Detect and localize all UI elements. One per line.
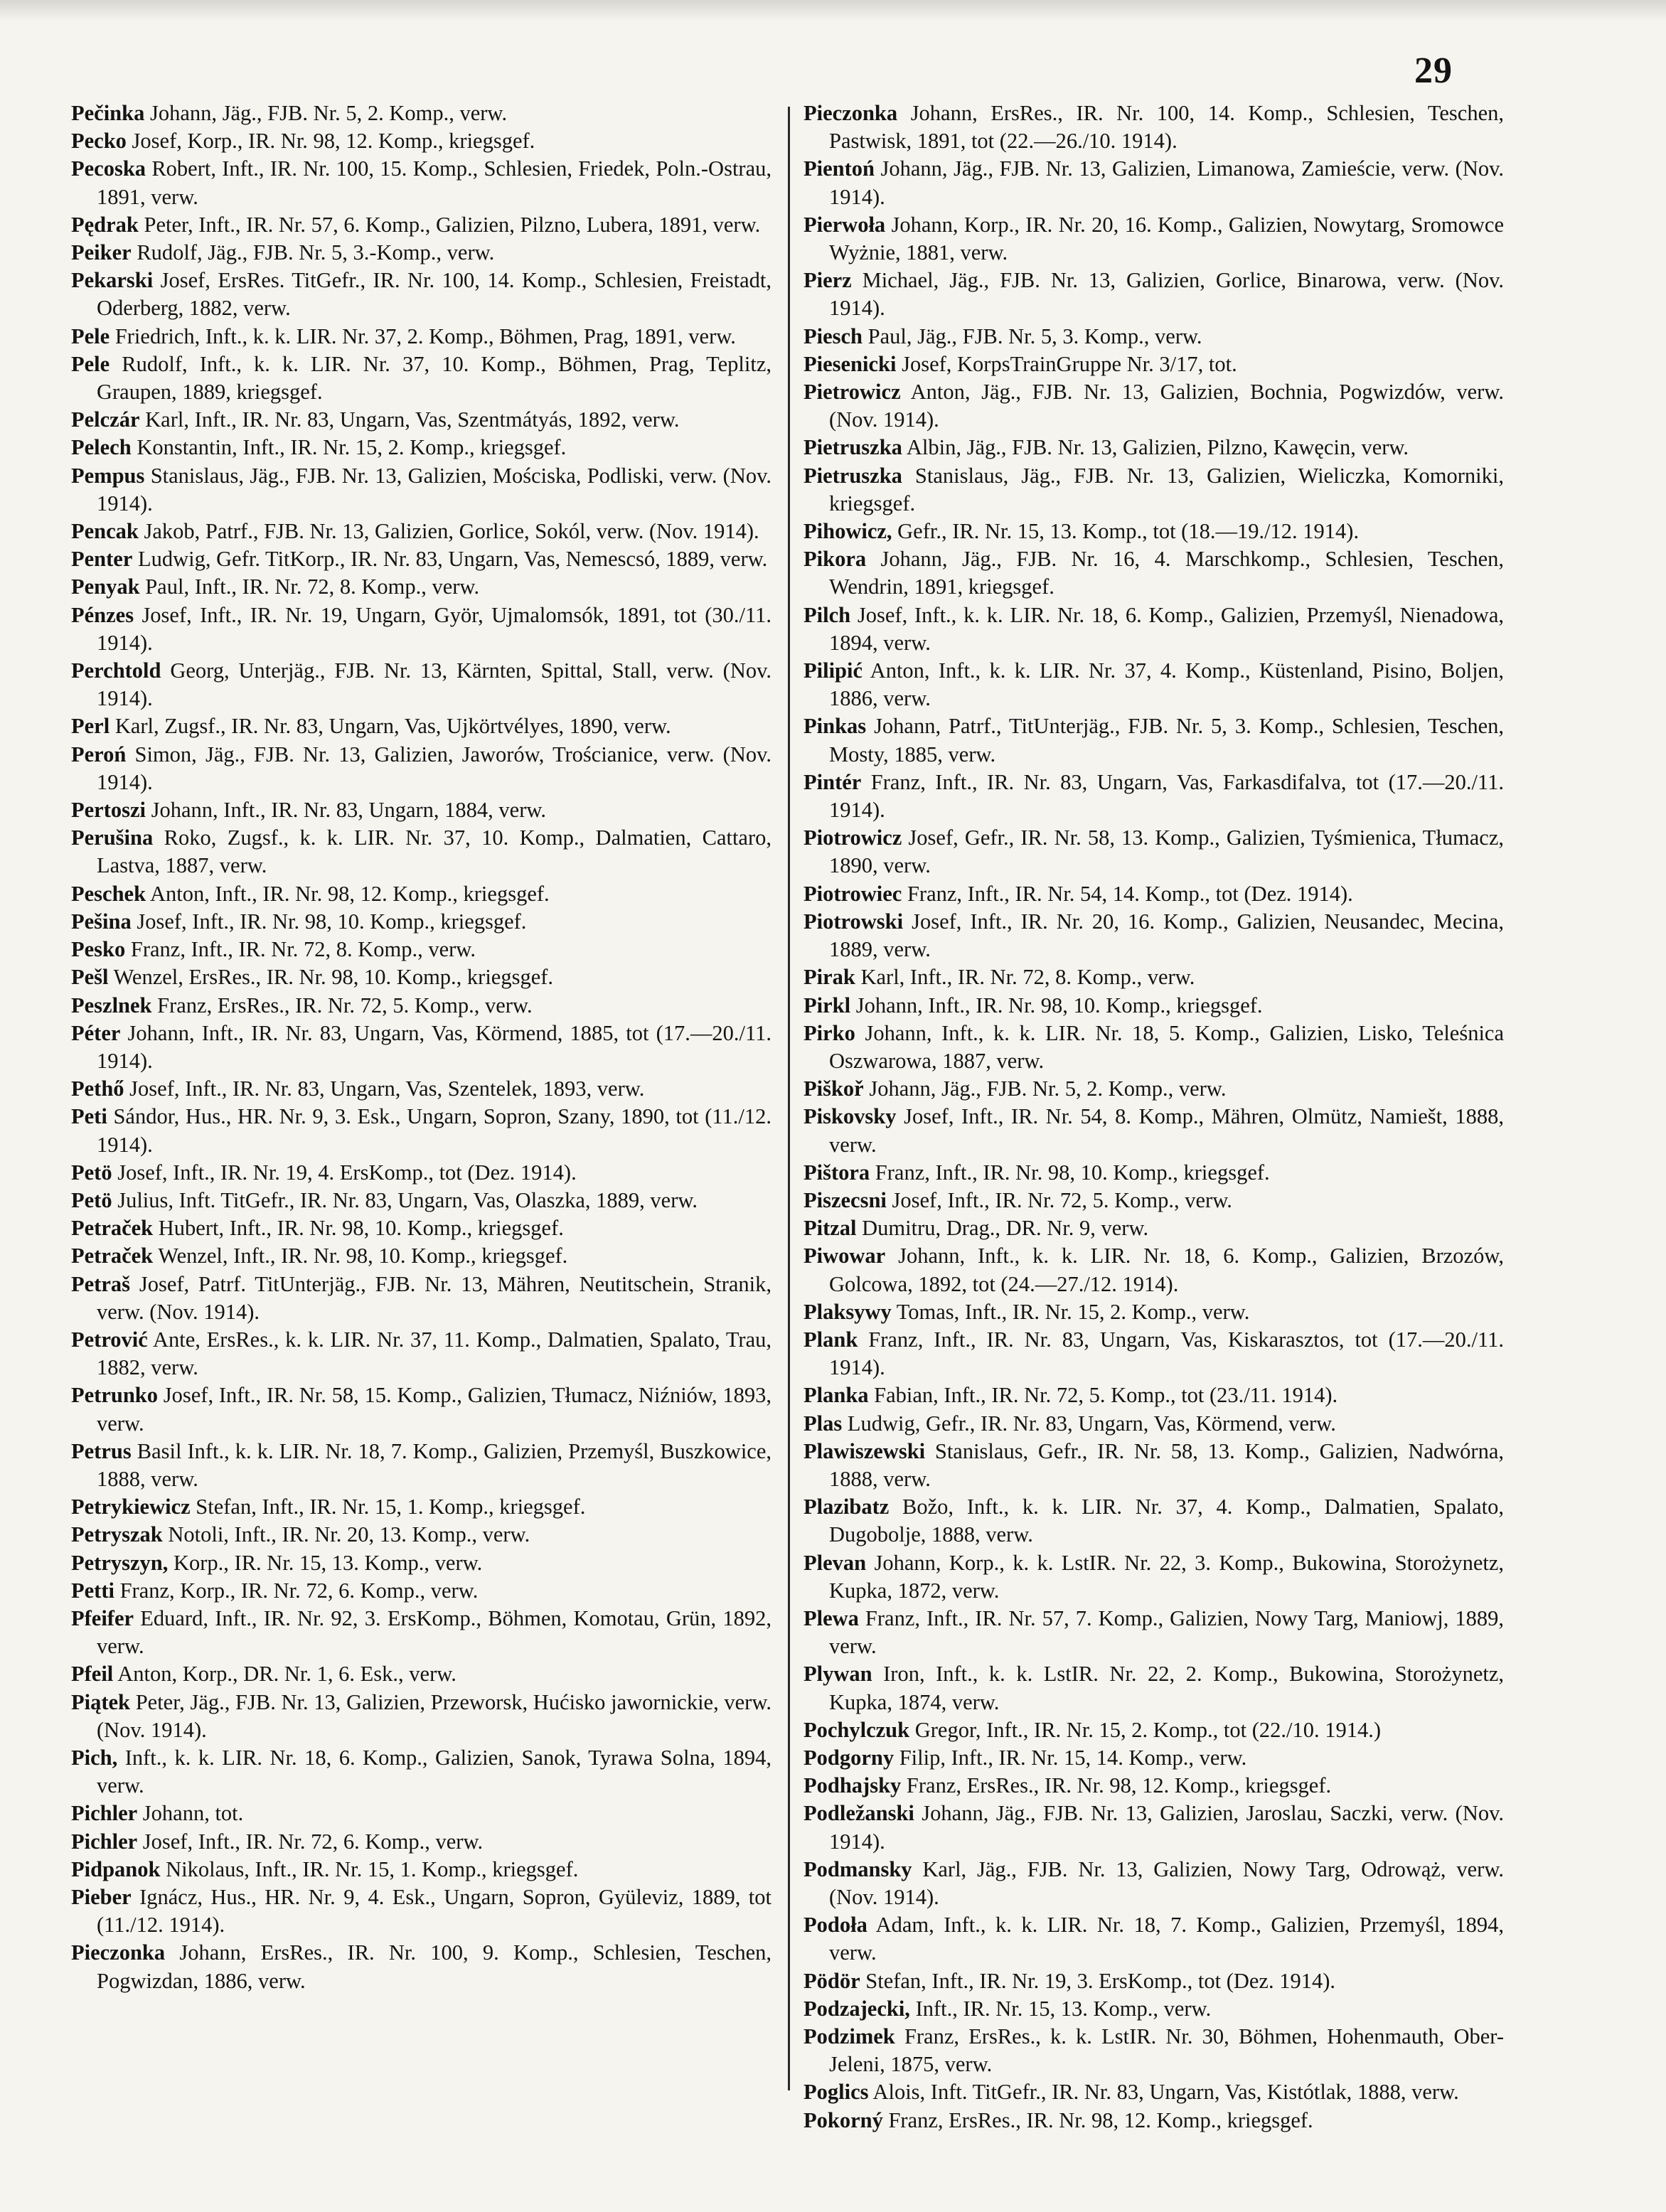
entry-surname: Pešl [71, 965, 109, 990]
register-entry [803, 267, 1504, 322]
entry-details: Franz, Inft., IR. Nr. 57, 7. Komp., Galizien, Nowy Targ, Maniowj, 1889, verw. [829, 1605, 1504, 1659]
entry-surname: Pietruszka [803, 463, 902, 488]
entry-details: Ludwig, Gefr., IR. Nr. 83, Ungarn, Vas, Körmend, verw. [842, 1411, 1336, 1436]
entry-details: Johann, Inft., k. k. LIR. Nr. 18, 5. Komp., Galizien, Lisko, Teleśnica Oszwarowa, 1887, verw. [829, 1020, 1504, 1073]
register-entry [71, 211, 771, 239]
entry-details: Franz, Inft., IR. Nr. 83, Ungarn, Vas, Farkasdifalva, tot (17.—20./11. 1914). [829, 769, 1504, 823]
entry-surname: Piątek [71, 1689, 131, 1714]
register-entry [803, 880, 1504, 908]
register-entry [803, 1159, 1504, 1187]
register-entry [803, 602, 1504, 657]
entry-details: Anton, Inft., IR. Nr. 98, 12. Komp., kriegsgef. [146, 881, 550, 906]
entry-details: Gefr., IR. Nr. 15, 13. Komp., tot (18.—19./12. 1914). [892, 519, 1360, 544]
entry-details: Franz, ErsRes., IR. Nr. 72, 5. Komp., verw. [151, 993, 533, 1017]
entry-surname: Podzajecki, [803, 1996, 910, 2021]
register-entry [803, 1995, 1504, 2023]
entry-surname: Pencak [71, 519, 139, 544]
register-entry [71, 1159, 771, 1187]
entry-surname: Pertoszi [71, 798, 146, 823]
entry-surname: Plank [803, 1327, 858, 1352]
entry-details: Iron, Inft., k. k. LstIR. Nr. 22, 2. Komp., Bukowina, Storożynetz, Kupka, 1874, verw. [829, 1662, 1504, 1714]
register-entry [71, 1326, 771, 1382]
entry-surname: Pihowicz, [803, 519, 892, 544]
entry-details: Karl, Zugsf., IR. Nr. 83, Ungarn, Vas, Ujkörtvélyes, 1890, verw. [110, 714, 671, 739]
entry-surname: Plas [803, 1411, 843, 1436]
page-number: 29 [1414, 50, 1453, 91]
entry-surname: Piškoř [803, 1076, 864, 1101]
entry-details: Filip, Inft., IR. Nr. 15, 14. Komp., verw. [894, 1745, 1247, 1770]
register-entry [71, 936, 771, 963]
entry-details: Anton, Jäg., FJB. Nr. 13, Galizien, Bochnia, Pogwizdów, verw. (Nov. 1914). [829, 380, 1504, 432]
column-left [71, 100, 771, 1995]
entry-surname: Pfeil [71, 1662, 114, 1687]
entry-surname: Pirak [803, 965, 855, 990]
register-entry [803, 2023, 1504, 2078]
entry-surname: Poglics [803, 2080, 869, 2105]
entry-surname: Pele [71, 324, 110, 348]
register-entry [803, 963, 1504, 991]
entry-surname: Piesenicki [803, 351, 897, 376]
register-entry [71, 1103, 771, 1158]
entry-details: Sándor, Hus., HR. Nr. 9, 3. Esk., Ungarn, Sopron, Szany, 1890, tot (11./12. 1914). [97, 1104, 771, 1157]
entry-surname: Pieber [71, 1885, 132, 1909]
entry-surname: Pich, [71, 1745, 118, 1770]
register-entry [71, 992, 771, 1020]
entry-details: Stanislaus, Jäg., FJB. Nr. 13, Galizien, Mościska, Podliski, verw. (Nov. 1914). [97, 463, 771, 515]
entry-details: Peter, Inft., IR. Nr. 57, 6. Komp., Galizien, Pilzno, Lubera, 1891, verw. [138, 212, 761, 237]
scan-edge-shadow [0, 0, 1666, 21]
entry-details: Josef, Patrf. TitUnterjäg., FJB. Nr. 13, Mähren, Neutitschein, Stranik, verw. (Nov. 1914). [97, 1271, 771, 1324]
entry-surname: Peschek [71, 881, 146, 906]
entry-details: Josef, Inft., IR. Nr. 20, 16. Komp., Galizien, Neusandec, Mecina, 1889, verw. [829, 909, 1504, 962]
register-entry [71, 1020, 771, 1075]
register-entry [71, 1438, 771, 1493]
entry-surname: Podhajsky [803, 1773, 902, 1798]
entry-surname: Perušina [71, 826, 154, 850]
register-entry [803, 378, 1504, 434]
entry-surname: Podležanski [803, 1801, 914, 1826]
entry-details: Josef, Inft., IR. Nr. 54, 8. Komp., Mähren, Olmütz, Namiešt, 1888, verw. [829, 1104, 1504, 1157]
entry-details: Karl, Jäg., FJB. Nr. 13, Galizien, Nowy Targ, Odrowąż, verw. (Nov. 1914). [829, 1856, 1504, 1909]
register-entry [71, 1187, 771, 1214]
entry-surname: Petti [71, 1578, 114, 1603]
entry-details: Inft., k. k. LIR. Nr. 18, 6. Komp., Galizien, Sanok, Tyrawa Solna, 1894, verw. [97, 1745, 771, 1798]
entry-details: Stefan, Inft., IR. Nr. 19, 3. ErsKomp., tot (Dez. 1914). [860, 1968, 1335, 1993]
register-entry [803, 1020, 1504, 1075]
entry-details: Franz, Inft., IR. Nr. 54, 14. Komp., tot (Dez. 1914). [902, 881, 1353, 906]
entry-details: Dumitru, Drag., DR. Nr. 9, verw. [856, 1216, 1149, 1241]
entry-surname: Petö [71, 1187, 112, 1212]
register-entry [71, 239, 771, 267]
register-entry [803, 1716, 1504, 1744]
entry-details: Anton, Korp., DR. Nr. 1, 6. Esk., verw. [113, 1662, 456, 1687]
entry-surname: Pilch [803, 602, 851, 627]
register-entry [803, 1744, 1504, 1772]
register-entry [71, 1689, 771, 1744]
register-entry [71, 1856, 771, 1884]
register-entry [71, 1884, 771, 1939]
entry-surname: Peroń [71, 742, 127, 766]
entry-surname: Peiker [71, 240, 132, 265]
entry-details: Josef, Inft., IR. Nr. 19, 4. ErsKomp., tot (Dez. 1914). [112, 1160, 577, 1185]
entry-surname: Peti [71, 1104, 107, 1129]
entry-details: Johann, Korp., k. k. LstIR. Nr. 22, 3. Komp., Bukowina, Storożynetz, Kupka, 1872, verw. [829, 1550, 1504, 1603]
entry-surname: Podzimek [803, 2024, 895, 2049]
entry-surname: Piszecsni [803, 1187, 887, 1212]
entry-surname: Piesch [803, 324, 863, 348]
register-entry [71, 741, 771, 796]
entry-details: Fabian, Inft., IR. Nr. 72, 5. Komp., tot (23./11. 1914). [868, 1383, 1338, 1408]
register-entry [71, 545, 771, 573]
register-entry [803, 1103, 1504, 1158]
entry-surname: Péter [71, 1020, 121, 1045]
entry-surname: Plaksywy [803, 1299, 892, 1324]
register-entry [71, 406, 771, 434]
entry-surname: Pištora [803, 1160, 870, 1185]
entry-surname: Piwowar [803, 1244, 886, 1268]
entry-surname: Petrović [71, 1327, 148, 1352]
register-entry [71, 1214, 771, 1242]
entry-details: Josef, KorpsTrainGruppe Nr. 3/17, tot. [896, 351, 1237, 376]
entry-surname: Petraček [71, 1216, 154, 1241]
entry-details: Hubert, Inft., IR. Nr. 98, 10. Komp., kriegsgef. [153, 1216, 564, 1241]
entry-details: Stefan, Inft., IR. Nr. 15, 1. Komp., kriegsgef. [190, 1495, 586, 1519]
entry-details: Josef, ErsRes. TitGefr., IR. Nr. 100, 14. Komp., Schlesien, Freistadt, Oderberg, 1882, verw. [97, 268, 771, 321]
entry-details: Johann, ErsRes., IR. Nr. 100, 9. Komp., Schlesien, Teschen, Pogwizdan, 1886, verw. [97, 1940, 771, 1993]
register-entry [803, 2078, 1504, 2106]
entry-surname: Pieczonka [71, 1940, 166, 1965]
register-entry [803, 1549, 1504, 1605]
entry-surname: Pele [71, 351, 110, 376]
register-entry [803, 712, 1504, 768]
entry-surname: Piskovsky [803, 1104, 897, 1129]
entry-details: Ludwig, Gefr. TitKorp., IR. Nr. 83, Ungarn, Vas, Nemescsó, 1889, verw. [132, 547, 768, 572]
entry-details: Johann, Jäg., FJB. Nr. 5, 2. Komp., verw. [144, 101, 508, 125]
entry-surname: Pichler [71, 1801, 138, 1826]
entry-surname: Petö [71, 1160, 112, 1185]
register-entry [803, 1967, 1504, 1995]
entry-details: Konstantin, Inft., IR. Nr. 15, 2. Komp., kriegsgef. [131, 435, 567, 460]
entry-surname: Penter [71, 547, 133, 572]
entry-surname: Pešina [71, 909, 132, 934]
entry-details: Korp., IR. Nr. 15, 13. Komp., verw. [168, 1550, 483, 1575]
entry-surname: Pietrowicz [803, 380, 901, 405]
register-entry [803, 1382, 1504, 1409]
register-entry [803, 1214, 1504, 1242]
entry-surname: Pidpanok [71, 1856, 161, 1881]
entry-surname: Pirkl [803, 993, 851, 1017]
register-entry [71, 1800, 771, 1827]
entry-details: Albin, Jäg., FJB. Nr. 13, Galizien, Pilzno, Kawęcin, verw. [902, 435, 1409, 460]
entry-surname: Pierwoła [803, 212, 886, 237]
register-entry [803, 1911, 1504, 1967]
register-entry [71, 1242, 771, 1270]
entry-details: Alois, Inft. TitGefr., IR. Nr. 83, Ungarn, Vas, Kistótlak, 1888, verw. [868, 2080, 1459, 2105]
entry-surname: Podmansky [803, 1856, 912, 1881]
register-entry [803, 1187, 1504, 1214]
register-entry [71, 712, 771, 740]
register-entry [803, 1438, 1504, 1493]
entry-details: Božo, Inft., k. k. LIR. Nr. 37, 4. Komp., Dalmatien, Spalato, Dugobolje, 1888, verw. [829, 1495, 1504, 1547]
entry-details: Adam, Inft., k. k. LIR. Nr. 18, 7. Komp., Galizien, Przemyśl, 1894, verw. [829, 1913, 1504, 1965]
entry-details: Johann, Inft., IR. Nr. 83, Ungarn, Vas, Körmend, 1885, tot (17.—20./11. 1914). [97, 1020, 771, 1073]
entry-surname: Pekarski [71, 268, 154, 293]
entry-details: Johann, Korp., IR. Nr. 20, 16. Komp., Galizien, Nowytarg, Sromowce Wyżnie, 1881, verw. [829, 212, 1504, 265]
entry-surname: Podoła [803, 1913, 867, 1938]
entry-surname: Pikora [803, 547, 867, 572]
entry-details: Friedrich, Inft., k. k. LIR. Nr. 37, 2. Komp., Böhmen, Prag, 1891, verw. [110, 324, 736, 348]
entry-details: Franz, ErsRes., k. k. LstIR. Nr. 30, Böhmen, Hohenmauth, Ober-Jeleni, 1875, verw. [829, 2024, 1504, 2077]
entry-details: Basil Inft., k. k. LIR. Nr. 18, 7. Komp., Galizien, Przemyśl, Buszkowice, 1888, verw. [97, 1438, 771, 1491]
entry-details: Jakob, Patrf., FJB. Nr. 13, Galizien, Gorlice, Sokól, verw. (Nov. 1914). [138, 519, 759, 544]
entry-surname: Pesko [71, 937, 126, 962]
entry-details: Wenzel, ErsRes., IR. Nr. 98, 10. Komp., kriegsgef. [108, 965, 554, 990]
entry-surname: Planka [803, 1383, 869, 1408]
entry-details: Robert, Inft., IR. Nr. 100, 15. Komp., Schlesien, Friedek, Poln.-Ostrau, 1891, verw. [97, 156, 771, 209]
entry-details: Johann, Inft., IR. Nr. 98, 10. Komp., kriegsgef. [850, 993, 1263, 1017]
register-entry [71, 1521, 771, 1549]
entry-surname: Pirko [803, 1020, 855, 1045]
entry-details: Josef, Korp., IR. Nr. 98, 12. Komp., kriegsgef. [126, 129, 535, 154]
register-entry [71, 1605, 771, 1660]
entry-details: Rudolf, Jäg., FJB. Nr. 5, 3.-Komp., verw. [131, 240, 495, 265]
register-entry [803, 323, 1504, 351]
entry-surname: Pietruszka [803, 435, 902, 460]
register-entry [803, 211, 1504, 267]
entry-details: Paul, Inft., IR. Nr. 72, 8. Komp., verw. [139, 575, 480, 599]
register-entry [71, 908, 771, 936]
entry-surname: Petraš [71, 1271, 130, 1296]
entry-details: Peter, Jäg., FJB. Nr. 13, Galizien, Przeworsk, Hućisko jawornickie, verw. (Nov. 1914). [97, 1689, 771, 1742]
register-entry [71, 127, 771, 155]
entry-surname: Peszlnek [71, 993, 152, 1017]
register-entry [71, 267, 771, 322]
entry-details: Simon, Jäg., FJB. Nr. 13, Galizien, Jaworów, Trościanice, verw. (Nov. 1914). [97, 742, 771, 794]
entry-details: Franz, Inft., IR. Nr. 72, 8. Komp., verw. [125, 937, 476, 962]
entry-details: Franz, ErsRes., IR. Nr. 98, 12. Komp., kriegsgef. [882, 2107, 1313, 2132]
entry-surname: Pethő [71, 1076, 124, 1101]
entry-surname: Pierz [803, 268, 852, 293]
entry-details: Rudolf, Inft., k. k. LIR. Nr. 37, 10. Komp., Böhmen, Prag, Teplitz, Graupen, 1889, kriegsgef. [97, 351, 771, 405]
entry-surname: Petryszak [71, 1522, 163, 1547]
entry-surname: Pénzes [71, 602, 134, 627]
entry-details: Wenzel, Inft., IR. Nr. 98, 10. Komp., kriegsgef. [153, 1244, 568, 1268]
entry-surname: Pitzal [803, 1216, 857, 1241]
entry-surname: Pečinka [71, 101, 145, 125]
register-entry [803, 1410, 1504, 1438]
entry-details: Ante, ErsRes., k. k. LIR. Nr. 37, 11. Komp., Dalmatien, Spalato, Trau, 1882, verw. [97, 1327, 771, 1380]
entry-details: Eduard, Inft., IR. Nr. 92, 3. ErsKomp., Böhmen, Komotau, Grün, 1892, verw. [97, 1605, 771, 1659]
register-entry [71, 100, 771, 127]
entry-details: Josef, Inft., IR. Nr. 83, Ungarn, Vas, Szentelek, 1893, verw. [124, 1076, 645, 1101]
register-entry [71, 880, 771, 908]
register-entry [803, 1772, 1504, 1800]
entry-surname: Pelech [71, 435, 132, 460]
entry-surname: Pientoń [803, 156, 875, 181]
entry-surname: Pichler [71, 1829, 138, 1854]
column-right [803, 100, 1504, 2134]
register-entry [803, 1242, 1504, 1298]
entry-surname: Plewa [803, 1605, 859, 1630]
entry-details: Georg, Unterjäg., FJB. Nr. 13, Kärnten, Spittal, Stall, verw. (Nov. 1914). [97, 658, 771, 711]
entry-details: Johann, Jäg., FJB. Nr. 13, Galizien, Jaroslau, Saczki, verw. (Nov. 1914). [829, 1801, 1504, 1854]
entry-surname: Pokorný [803, 2107, 883, 2132]
entry-details: Johann, Inft., k. k. LIR. Nr. 18, 6. Komp., Galizien, Brzozów, Golcowa, 1892, tot (24.—27./12. 1914). [829, 1244, 1504, 1296]
register-entry [803, 1326, 1504, 1382]
entry-details: Stanislaus, Gefr., IR. Nr. 58, 13. Komp., Galizien, Nadwórna, 1888, verw. [829, 1438, 1504, 1491]
register-entry [803, 1856, 1504, 1911]
entry-details: Julius, Inft. TitGefr., IR. Nr. 83, Ungarn, Vas, Olaszka, 1889, verw. [112, 1187, 698, 1212]
register-entry [71, 1382, 771, 1437]
register-entry [803, 100, 1504, 155]
entry-details: Johann, Patrf., TitUnterjäg., FJB. Nr. 5, 3. Komp., Schlesien, Teschen, Mosty, 1885, verw. [829, 714, 1504, 766]
entry-details: Josef, Inft., k. k. LIR. Nr. 18, 6. Komp., Galizien, Przemyśl, Nienadowa, 1894, verw. [829, 602, 1504, 655]
entry-surname: Pecko [71, 129, 127, 154]
entry-surname: Plevan [803, 1550, 867, 1575]
register-entry [71, 323, 771, 351]
register-entry [803, 1660, 1504, 1716]
entry-surname: Pfeifer [71, 1605, 134, 1630]
entry-surname: Podgorny [803, 1745, 895, 1770]
entry-surname: Plazibatz [803, 1495, 890, 1519]
entry-surname: Petryszyn, [71, 1550, 169, 1575]
register-entry [71, 462, 771, 518]
entry-details: Paul, Jäg., FJB. Nr. 5, 3. Komp., verw. [863, 324, 1202, 348]
entry-surname: Pelczár [71, 407, 140, 432]
register-entry [71, 963, 771, 991]
register-entry [71, 796, 771, 824]
register-entry [71, 1660, 771, 1688]
register-entry [803, 434, 1504, 461]
entry-details: Franz, Korp., IR. Nr. 72, 6. Komp., verw. [114, 1578, 479, 1603]
register-entry [803, 351, 1504, 378]
entry-surname: Petraček [71, 1244, 154, 1268]
register-entry [803, 545, 1504, 601]
entry-surname: Pintér [803, 769, 862, 794]
register-entry [71, 573, 771, 601]
entry-details: Josef, Inft., IR. Nr. 72, 6. Komp., verw. [137, 1829, 484, 1854]
register-entry [71, 602, 771, 657]
register-entry [803, 992, 1504, 1020]
register-entry [803, 908, 1504, 963]
register-entry [71, 1271, 771, 1326]
register-entry [803, 1800, 1504, 1855]
register-entry [71, 434, 771, 461]
entry-details: Johann, Jäg., FJB. Nr. 5, 2. Komp., verw. [863, 1076, 1227, 1101]
register-entry [803, 824, 1504, 880]
entry-details: Josef, Gefr., IR. Nr. 58, 13. Komp., Galizien, Tyśmienica, Tłumacz, 1890, verw. [829, 826, 1504, 878]
register-entry [71, 518, 771, 545]
register-entry [71, 824, 771, 880]
register-entry [803, 657, 1504, 712]
register-entry [803, 155, 1504, 210]
entry-details: Tomas, Inft., IR. Nr. 15, 2. Komp., verw. [891, 1299, 1250, 1324]
register-entry [803, 769, 1504, 824]
entry-surname: Perl [71, 714, 110, 739]
entry-surname: Piotrowicz [803, 826, 902, 850]
entry-details: Johann, Jäg., FJB. Nr. 16, 4. Marschkomp., Schlesien, Teschen, Wendrin, 1891, kriegsgef. [829, 547, 1504, 599]
entry-details: Michael, Jäg., FJB. Nr. 13, Galizien, Gorlice, Binarowa, verw. (Nov. 1914). [829, 268, 1504, 321]
entry-details: Josef, Inft., IR. Nr. 58, 15. Komp., Galizien, Tłumacz, Niźniów, 1893, verw. [97, 1383, 771, 1436]
register-entry [71, 657, 771, 712]
register-entry [71, 1577, 771, 1605]
register-entry [803, 1075, 1504, 1103]
entry-details: Anton, Inft., k. k. LIR. Nr. 37, 4. Komp., Küstenland, Pisino, Boljen, 1886, verw. [829, 658, 1504, 711]
register-entry [803, 518, 1504, 545]
register-entry [803, 2107, 1504, 2134]
entry-details: Johann, Jäg., FJB. Nr. 13, Galizien, Limanowa, Zamieście, verw. (Nov. 1914). [829, 156, 1504, 209]
entry-surname: Plawiszewski [803, 1438, 926, 1463]
entry-details: Stanislaus, Jäg., FJB. Nr. 13, Galizien, Wieliczka, Komorniki, kriegsgef. [829, 463, 1504, 515]
entry-details: Franz, Inft., IR. Nr. 83, Ungarn, Vas, Kiskarasztos, tot (17.—20./11. 1914). [829, 1327, 1504, 1380]
entry-details: Josef, Inft., IR. Nr. 19, Ungarn, Györ, Ujmalomsók, 1891, tot (30./11. 1914). [97, 602, 771, 655]
entry-surname: Piotrowski [803, 909, 904, 934]
entry-details: Josef, Inft., IR. Nr. 98, 10. Komp., kriegsgef. [131, 909, 527, 934]
register-entry [71, 1075, 771, 1103]
entry-surname: Pinkas [803, 714, 867, 739]
register-entry [71, 351, 771, 406]
entry-details: Gregor, Inft., IR. Nr. 15, 2. Komp., tot (22./10. 1914.) [909, 1717, 1382, 1742]
entry-surname: Petrykiewicz [71, 1495, 191, 1519]
entry-details: Johann, tot. [137, 1801, 244, 1826]
entry-surname: Pecoska [71, 156, 146, 181]
entry-details: Franz, ErsRes., IR. Nr. 98, 12. Komp., kriegsgef. [901, 1773, 1332, 1798]
entry-surname: Petrunko [71, 1383, 158, 1408]
entry-details: Karl, Inft., IR. Nr. 72, 8. Komp., verw. [855, 965, 1195, 990]
entry-surname: Plywan [803, 1662, 872, 1687]
entry-details: Nikolaus, Inft., IR. Nr. 15, 1. Komp., kriegsgef. [160, 1856, 579, 1881]
entry-surname: Penyak [71, 575, 140, 599]
register-entry [803, 1298, 1504, 1326]
entry-surname: Piotrowiec [803, 881, 902, 906]
entry-surname: Petrus [71, 1438, 132, 1463]
register-entry [71, 1549, 771, 1577]
entry-details: Inft., IR. Nr. 15, 13. Komp., verw. [909, 1996, 1212, 2021]
register-entry [803, 462, 1504, 518]
column-divider [788, 107, 790, 2090]
entry-surname: Perchtold [71, 658, 161, 683]
register-entry [71, 1939, 771, 1994]
entry-surname: Pochylczuk [803, 1717, 910, 1742]
entry-surname: Pempus [71, 463, 145, 488]
register-entry [71, 155, 771, 210]
entry-details: Notoli, Inft., IR. Nr. 20, 13. Komp., verw. [162, 1522, 530, 1547]
entry-details: Josef, Inft., IR. Nr. 72, 5. Komp., verw. [886, 1187, 1232, 1212]
entry-details: Roko, Zugsf., k. k. LIR. Nr. 37, 10. Komp., Dalmatien, Cattaro, Lastva, 1887, verw. [97, 826, 771, 878]
register-entry [803, 1605, 1504, 1660]
entry-details: Johann, ErsRes., IR. Nr. 100, 14. Komp., Schlesien, Teschen, Pastwisk, 1891, tot (22.—26./10. 1914). [829, 101, 1504, 154]
entry-surname: Pędrak [71, 212, 139, 237]
entry-details: Johann, Inft., IR. Nr. 83, Ungarn, 1884, verw. [146, 798, 547, 823]
register-entry [71, 1493, 771, 1521]
entry-surname: Pieczonka [803, 101, 898, 125]
entry-surname: Pödör [803, 1968, 860, 1993]
entry-surname: Pilipić [803, 658, 863, 683]
register-entry [803, 1493, 1504, 1549]
register-entry [71, 1828, 771, 1856]
register-entry [71, 1744, 771, 1800]
entry-details: Franz, Inft., IR. Nr. 98, 10. Komp., kriegsgef. [870, 1160, 1270, 1185]
entry-details: Ignácz, Hus., HR. Nr. 9, 4. Esk., Ungarn, Sopron, Gyüleviz, 1889, tot (11./12. 1914). [97, 1885, 771, 1938]
entry-details: Karl, Inft., IR. Nr. 83, Ungarn, Vas, Szentmátyás, 1892, verw. [139, 407, 680, 432]
